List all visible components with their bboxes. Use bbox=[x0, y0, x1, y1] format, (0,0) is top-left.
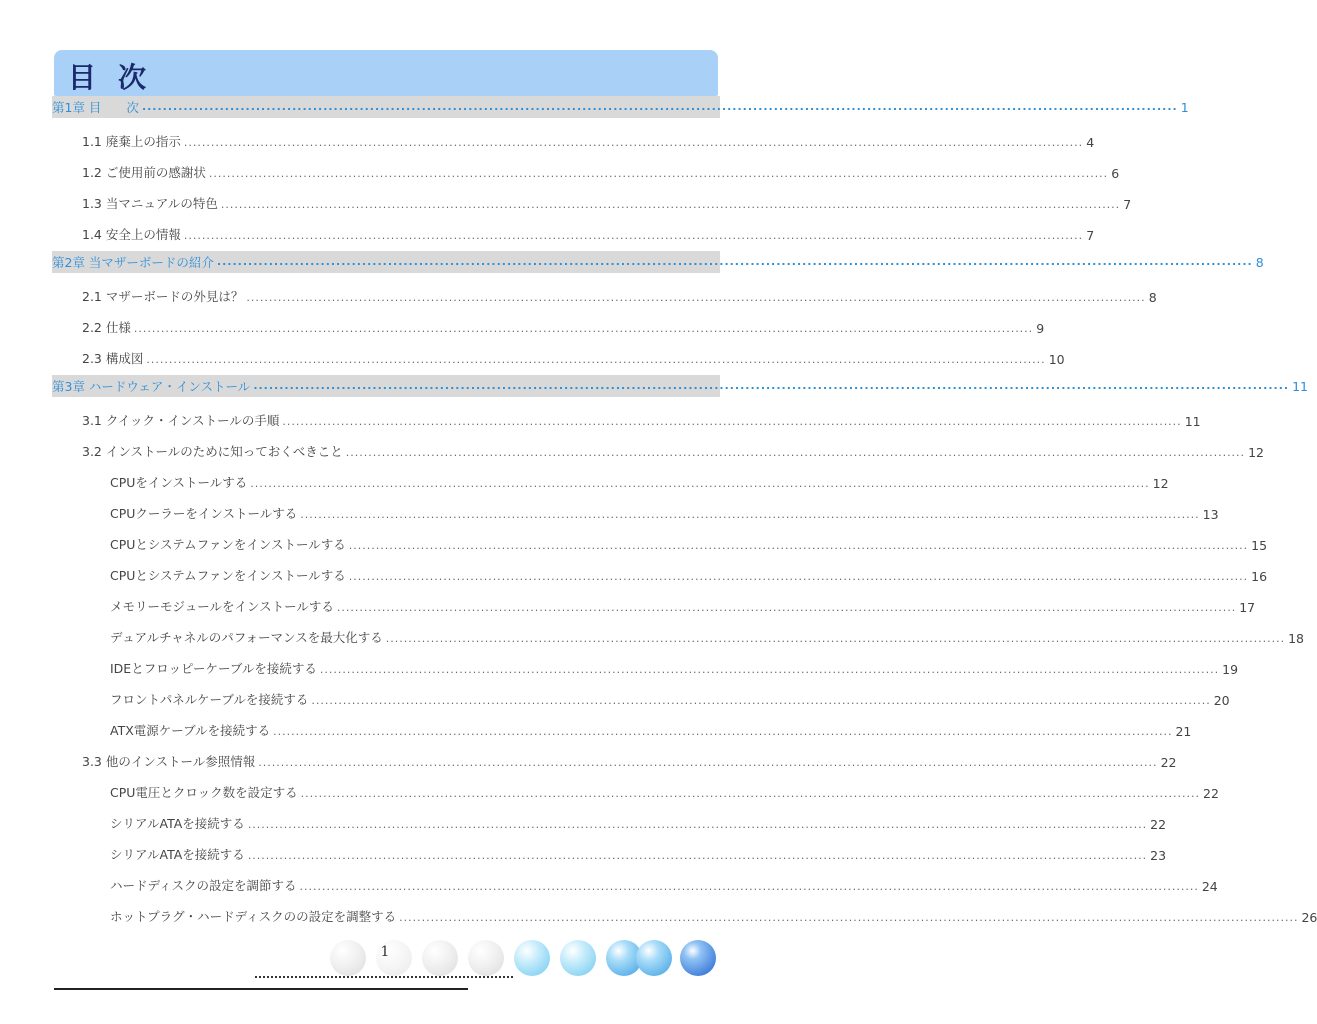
toc-entry-row[interactable] bbox=[52, 531, 1268, 553]
toc-page-number: 6 bbox=[1111, 166, 1120, 181]
toc-chapter-row[interactable] bbox=[52, 96, 1189, 118]
toc-entry-row[interactable] bbox=[52, 593, 1256, 615]
toc-leader-dots: ........................................................................................................................................................................................................ bbox=[273, 725, 1173, 738]
footer-rule bbox=[54, 988, 468, 990]
toc-entry-label: メモリーモジュールをインストールする bbox=[110, 599, 334, 614]
toc-entry-row[interactable] bbox=[52, 283, 1157, 305]
toc-page-number: 22 bbox=[1160, 755, 1177, 770]
toc-leader-dots: ........................................................................................................................................................................................................ bbox=[300, 787, 1200, 800]
toc-entry-label: 3.2 インストールのために知っておくべきこと bbox=[82, 444, 343, 459]
toc-entry-row[interactable] bbox=[52, 748, 1177, 770]
decorative-ball-icon bbox=[422, 940, 458, 976]
toc-page-number: 13 bbox=[1202, 507, 1219, 522]
toc-page-number: 11 bbox=[1184, 414, 1201, 429]
toc-leader-dots: ........................................................................................................................................................................................................ bbox=[146, 353, 1046, 366]
toc-leader-dots: ........................................................................................................................................................................................................ bbox=[345, 446, 1246, 459]
toc-leader-dots: ........................................................................................................................................................................................................ bbox=[348, 539, 1249, 552]
toc-entry-row[interactable] bbox=[52, 717, 1192, 739]
toc-leader-dots: ........................................................................................................................................................................................................ bbox=[311, 694, 1211, 707]
toc-leader-dots: ........................................................................................................................................................................................................ bbox=[247, 849, 1148, 862]
toc-page-number: 22 bbox=[1150, 817, 1167, 832]
toc-entry-label: CPUとシステムファンをインストールする bbox=[110, 568, 346, 583]
toc-leader-dots: ........................................................................................................................................................................................................ bbox=[247, 818, 1148, 831]
toc-entry-label: 1.2 ご使用前の感謝状 bbox=[82, 165, 206, 180]
toc-entry-row[interactable] bbox=[52, 903, 1317, 925]
toc-entry-label: ホットプラグ・ハードディスクのの設定を調整する bbox=[110, 909, 397, 924]
toc-entry-label: 2.3 構成図 bbox=[82, 351, 144, 366]
toc-entry-label: 1.4 安全上の情報 bbox=[82, 227, 181, 242]
toc-leader-dots: ........................................................................................................................................................................................................ bbox=[319, 663, 1220, 676]
decorative-ball-icon bbox=[636, 940, 672, 976]
toc-entry-row[interactable] bbox=[52, 655, 1239, 677]
toc-entry-row[interactable] bbox=[52, 314, 1045, 336]
toc-entry-row[interactable] bbox=[52, 779, 1219, 801]
toc-page-number: 26 bbox=[1301, 910, 1317, 925]
toc-leader-dots: ........................................................................................................................................................................................................ bbox=[336, 601, 1237, 614]
toc-leader-dots: ........................................................................................................................................................................................................ bbox=[253, 379, 1290, 392]
toc-leader-dots: ........................................................................................................................................................................................................ bbox=[399, 911, 1299, 924]
toc-entry-row[interactable] bbox=[52, 345, 1065, 367]
toc-entry-label: 3.1 クイック・インストールの手順 bbox=[82, 413, 280, 428]
decorative-ball-icon bbox=[514, 940, 550, 976]
toc-entry-row[interactable] bbox=[52, 500, 1219, 522]
toc-page-number: 1 bbox=[1180, 99, 1189, 115]
toc-page-number: 21 bbox=[1175, 724, 1192, 739]
toc-entry-label: フロントパネルケーブルを接続する bbox=[110, 692, 309, 707]
toc-page-number: 16 bbox=[1251, 569, 1268, 584]
toc-chapter-row[interactable] bbox=[52, 375, 1308, 397]
toc-leader-dots: ........................................................................................................................................................................................................ bbox=[141, 100, 1178, 113]
toc-page-number: 17 bbox=[1239, 600, 1256, 615]
toc-leader-dots: ........................................................................................................................................................................................................ bbox=[250, 477, 1150, 490]
toc-entry-row[interactable] bbox=[52, 686, 1230, 708]
toc-page-number: 10 bbox=[1048, 352, 1065, 367]
toc-page-number: 23 bbox=[1150, 848, 1167, 863]
toc-page-number: 20 bbox=[1213, 693, 1230, 708]
toc-leader-dots: ........................................................................................................................................................................................................ bbox=[133, 322, 1034, 335]
toc-page-number: 4 bbox=[1086, 135, 1095, 150]
toc-page-number: 12 bbox=[1248, 445, 1264, 460]
toc-leader-dots: ........................................................................................................................................................................................................ bbox=[385, 632, 1286, 645]
toc-entry-row[interactable] bbox=[52, 407, 1201, 429]
toc-page-number: 9 bbox=[1036, 321, 1045, 336]
toc-entry-label: 3.3 他のインストール参照情報 bbox=[82, 754, 256, 769]
toc-page-number: 8 bbox=[1148, 290, 1157, 305]
toc-leader-dots: ........................................................................................................................................................................................................ bbox=[258, 756, 1158, 769]
toc-chapter-row[interactable] bbox=[52, 251, 1264, 273]
toc-leader-dots: ........................................................................................................................................................................................................ bbox=[299, 880, 1199, 893]
toc-entry-row[interactable] bbox=[52, 872, 1218, 894]
decorative-ball-icon bbox=[330, 940, 366, 976]
toc-entry-row[interactable] bbox=[52, 159, 1120, 181]
page-title: 目次 bbox=[68, 61, 169, 94]
toc-page-number: 19 bbox=[1222, 662, 1239, 677]
toc-leader-dots: ........................................................................................................................................................................................................ bbox=[183, 229, 1084, 242]
page-number: 1 bbox=[380, 944, 390, 960]
toc-entry-row[interactable] bbox=[52, 190, 1132, 212]
toc-leader-dots: ........................................................................................................................................................................................................ bbox=[208, 167, 1109, 180]
toc-leader-dots: ........................................................................................................................................................................................................ bbox=[300, 508, 1200, 521]
toc-entry-label: 第2章 当マザーボードの紹介 bbox=[52, 255, 214, 270]
toc-entry-label: デュアルチャネルのパフォーマンスを最大化する bbox=[110, 630, 383, 645]
footer-decoration bbox=[290, 940, 720, 980]
toc-entry-label: 第1章 目 次 bbox=[52, 100, 139, 115]
toc-entry-label: シリアルATAを接続する bbox=[110, 816, 245, 831]
toc-entry-row[interactable] bbox=[52, 469, 1169, 491]
toc-page-number: 7 bbox=[1123, 197, 1132, 212]
toc-entry-label: CPUとシステムファンをインストールする bbox=[110, 537, 346, 552]
toc-entry-label: CPU電圧とクロック数を設定する bbox=[110, 785, 298, 800]
toc-leader-dots: ........................................................................................................................................................................................................ bbox=[183, 136, 1084, 149]
toc-page-number: 24 bbox=[1201, 879, 1218, 894]
toc-entry-row[interactable] bbox=[52, 221, 1095, 243]
toc-leader-dots: ........................................................................................................................................................................................................ bbox=[220, 198, 1121, 211]
toc-entry-row[interactable] bbox=[52, 841, 1167, 863]
toc-page-number: 18 bbox=[1288, 631, 1304, 646]
toc-entry-label: 第3章 ハードウェア・インストール bbox=[52, 379, 251, 394]
toc-page-number: 8 bbox=[1255, 254, 1264, 270]
toc-entry-label: ハードディスクの設定を調節する bbox=[110, 878, 297, 893]
toc-entry-row[interactable] bbox=[52, 562, 1268, 584]
toc-page-number: 15 bbox=[1251, 538, 1268, 553]
toc-page-number: 11 bbox=[1292, 378, 1308, 394]
toc-page-number: 12 bbox=[1152, 476, 1169, 491]
toc-entry-label: IDEとフロッピーケーブルを接続する bbox=[110, 661, 317, 676]
toc-entry-label: CPUをインストールする bbox=[110, 475, 248, 490]
toc-leader-dots: ........................................................................................................................................................................................................ bbox=[282, 415, 1182, 428]
toc-entry-label: 1.1 廃棄上の指示 bbox=[82, 134, 181, 149]
decorative-ball-icon bbox=[560, 940, 596, 976]
toc-entry-label: 2.1 マザーボードの外見は？ bbox=[82, 289, 244, 304]
toc-leader-dots: ........................................................................................................................................................................................................ bbox=[216, 255, 1253, 268]
toc-page-number: 22 bbox=[1203, 786, 1219, 801]
toc-entry-label: CPUクーラーをインストールする bbox=[110, 506, 298, 521]
footer-dotted-line bbox=[255, 976, 513, 978]
toc-entry-row[interactable] bbox=[52, 810, 1167, 832]
toc-entry-label: ATX電源ケーブルを接続する bbox=[110, 723, 271, 738]
toc-page-number: 7 bbox=[1086, 228, 1095, 243]
toc-title-banner bbox=[54, 50, 718, 96]
toc-entry-label: 1.3 当マニュアルの特色 bbox=[82, 196, 218, 211]
toc-entry-row[interactable] bbox=[52, 438, 1264, 460]
toc-entry-row[interactable] bbox=[52, 128, 1095, 150]
toc-entry-label: 2.2 仕様 bbox=[82, 320, 131, 335]
decorative-ball-icon bbox=[468, 940, 504, 976]
decorative-ball-icon bbox=[680, 940, 716, 976]
toc-leader-dots: ........................................................................................................................................................................................................ bbox=[246, 291, 1146, 304]
toc-entry-label: シリアルATAを接続する bbox=[110, 847, 245, 862]
toc-leader-dots: ........................................................................................................................................................................................................ bbox=[348, 570, 1249, 583]
toc-entry-row[interactable] bbox=[52, 624, 1304, 646]
